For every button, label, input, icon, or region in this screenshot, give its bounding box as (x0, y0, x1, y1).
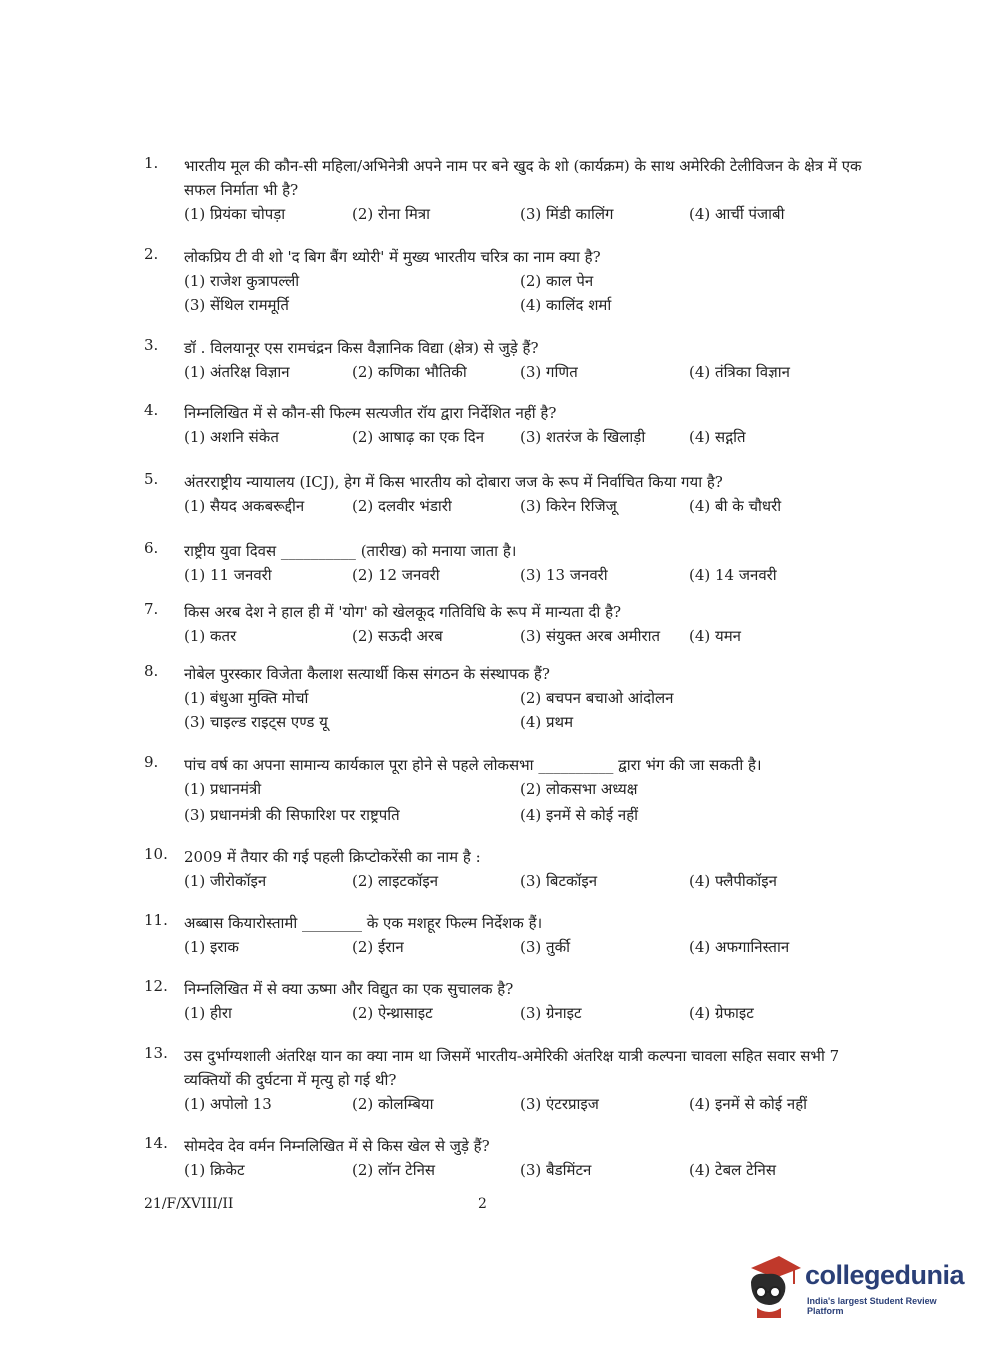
option-1: (1) कतर (184, 627, 237, 645)
question-number: 6. (144, 539, 159, 557)
question-text: उस दुर्भाग्यशाली अंतरिक्ष यान का क्या नाम था जिसमें भारतीय-अमेरिकी अंतरिक्ष यात्री कल्पना चावला सहित सवार सभी 7 व्यक्तियों की दुर्घटना में मृत्यु हो गई थी? (184, 1047, 840, 1089)
option-1: (1) अंतरिक्ष विज्ञान (184, 363, 290, 381)
option-4: (4) ग्रेफाइट (689, 1004, 754, 1022)
option-1: (1) सैयद अकबरूद्दीन (184, 497, 305, 515)
option-2: (2) रोना मित्रा (352, 205, 431, 223)
paper-code: 21/F/XVIII/II (144, 1196, 234, 1212)
option-1: (1) प्रियंका चोपड़ा (184, 205, 286, 223)
question-text: किस अरब देश ने हाल ही में 'योग' को खेलकूद गतिविधि के रूप में मान्यता दी है? (184, 603, 622, 621)
question-text: निम्नलिखित में से कौन-सी फिल्म सत्यजीत रॉय द्वारा निर्देशित नहीं है? (184, 404, 557, 422)
question-number: 3. (144, 336, 159, 354)
option-1: (1) बंधुआ मुक्ति मोर्चा (184, 689, 309, 707)
option-3: (3) संयुक्त अरब अमीरात (520, 627, 661, 645)
logo-tagline: India's largest Student Review Platform (807, 1296, 937, 1316)
option-2: (2) ऐन्थ्रासाइट (352, 1004, 433, 1022)
collegedunia-logo (745, 1250, 975, 1320)
option-2: (2) लॉन टेनिस (352, 1161, 436, 1179)
question-text: लोकप्रिय टी वी शो 'द बिग बैंग थ्योरी' में मुख्य भारतीय चरित्र का नाम क्या है? (184, 248, 601, 266)
question-number: 5. (144, 470, 159, 488)
option-2: (2) लाइटकॉइन (352, 872, 439, 890)
option-1: (1) अशनि संकेत (184, 428, 279, 446)
question-number: 2. (144, 245, 159, 263)
page-number: 2 (478, 1196, 487, 1212)
option-3: (3) बिटकॉइन (520, 872, 598, 890)
question-text: 2009 में तैयार की गई पहली क्रिप्टोकरेंसी का नाम है : (184, 848, 481, 866)
option-3: (3) तुर्की (520, 938, 570, 956)
question-text: नोबेल पुरस्कार विजेता कैलाश सत्यार्थी किस संगठन के संस्थापक हैं? (184, 665, 550, 683)
option-2: (2) बचपन बचाओ आंदोलन (520, 689, 674, 707)
question-number: 7. (144, 600, 159, 618)
question-text: पांच वर्ष का अपना सामान्य कार्यकाल पूरा होने से पहले लोकसभा __________ द्वारा भंग की जा सकती है। (184, 756, 762, 774)
option-4: (4) 14 जनवरी (689, 566, 777, 584)
option-1: (1) हीरा (184, 1004, 232, 1022)
option-1: (1) क्रिकेट (184, 1161, 245, 1179)
option-4: (4) टेबल टेनिस (689, 1161, 776, 1179)
option-1: (1) जीरोकॉइन (184, 872, 267, 890)
option-1: (1) अपोलो 13 (184, 1095, 272, 1113)
question-text: डॉ . विलयानूर एस रामचंद्रन किस वैज्ञानिक विद्या (क्षेत्र) से जुड़े हैं? (184, 339, 539, 357)
option-2: (2) आषाढ़ का एक दिन (352, 428, 485, 446)
option-4: (4) प्रथम (520, 713, 574, 731)
option-3: (3) शतरंज के खिलाड़ी (520, 428, 646, 446)
option-4: (4) सद्गति (689, 428, 746, 446)
option-2: (2) 12 जनवरी (352, 566, 440, 584)
graduate-mascot-icon (745, 1254, 801, 1318)
question-text: अब्बास कियारोस्तामी ________ के एक मशहूर फिल्म निर्देशक हैं। (184, 914, 543, 932)
option-3: (3) ग्रेनाइट (520, 1004, 582, 1022)
question-number: 4. (144, 401, 159, 419)
option-2: (2) लोकसभा अध्यक्ष (520, 780, 638, 798)
question-number: 13. (144, 1044, 168, 1062)
option-4: (4) बी के चौधरी (689, 497, 782, 515)
question-number: 8. (144, 662, 159, 680)
option-1: (1) 11 जनवरी (184, 566, 272, 584)
option-2: (2) ईरान (352, 938, 404, 956)
question-number: 1. (144, 154, 159, 172)
option-2: (2) दलवीर भंडारी (352, 497, 452, 515)
option-4: (4) इनमें से कोई नहीं (689, 1095, 808, 1113)
question-text: राष्ट्रीय युवा दिवस __________ (तारीख) को मनाया जाता है। (184, 542, 517, 560)
option-3: (3) चाइल्ड राइट्स एण्ड यू (184, 713, 328, 731)
question-number: 14. (144, 1134, 168, 1152)
option-1: (1) इराक (184, 938, 239, 956)
option-3: (3) बैडमिंटन (520, 1161, 592, 1179)
logo-name: collegedunia (805, 1260, 965, 1290)
question-text: सोमदेव देव वर्मन निम्नलिखित में से किस खेल से जुड़े हैं? (184, 1137, 490, 1155)
option-3: (3) प्रधानमंत्री की सिफारिश पर राष्ट्रपति (184, 806, 400, 824)
question-number: 10. (144, 845, 168, 863)
option-4: (4) तंत्रिका विज्ञान (689, 363, 790, 381)
option-3: (3) गणित (520, 363, 578, 381)
option-3: (3) एंटरप्राइज (520, 1095, 599, 1113)
option-2: (2) सऊदी अरब (352, 627, 443, 645)
option-3: (3) मिंडी कालिंग (520, 205, 614, 223)
option-4: (4) आर्ची पंजाबी (689, 205, 785, 223)
question-text: भारतीय मूल की कौन-सी महिला/अभिनेत्री अपने नाम पर बने खुद के शो (कार्यक्रम) के साथ अमेरिकी टेलीविजन के क्षेत्र में एक सफल निर्माता भी है? (184, 157, 862, 199)
option-2: (2) कणिका भौतिकी (352, 363, 467, 381)
option-3: (3) किरेन रिजिजू (520, 497, 617, 515)
option-4: (4) अफगानिस्तान (689, 938, 790, 956)
option-3: (3) 13 जनवरी (520, 566, 608, 584)
question-text: निम्नलिखित में से क्या ऊष्मा और विद्युत का एक सुचालक है? (184, 980, 514, 998)
option-4: (4) फ्लैपीकॉइन (689, 872, 777, 890)
question-number: 12. (144, 977, 168, 995)
question-number: 9. (144, 753, 159, 771)
option-3: (3) सेंथिल राममूर्ति (184, 296, 289, 314)
option-1: (1) राजेश कुत्रापल्ली (184, 272, 300, 290)
question-number: 11. (144, 911, 168, 929)
option-2: (2) काल पेन (520, 272, 594, 290)
question-text: अंतरराष्ट्रीय न्यायालय (ICJ), हेग में किस भारतीय को दोबारा जज के रूप में निर्वाचित किया गया है? (184, 473, 723, 491)
option-1: (1) प्रधानमंत्री (184, 780, 262, 798)
option-4: (4) कालिंद शर्मा (520, 296, 612, 314)
option-4: (4) इनमें से कोई नहीं (520, 806, 639, 824)
option-2: (2) कोलम्बिया (352, 1095, 434, 1113)
option-4: (4) यमन (689, 627, 742, 645)
